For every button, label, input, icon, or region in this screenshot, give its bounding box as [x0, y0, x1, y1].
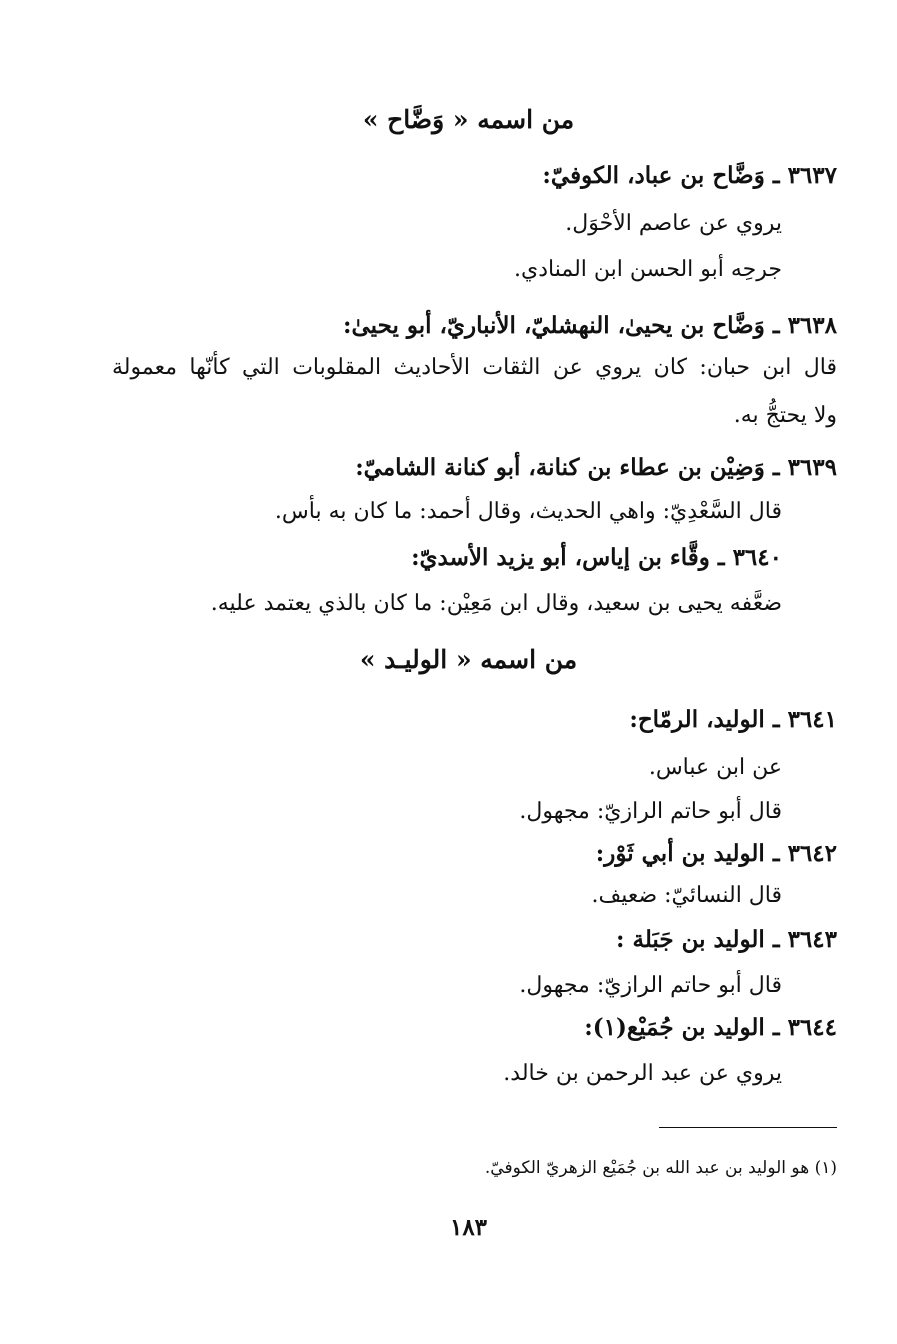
section-heading-walid: من اسمه « الوليـد » — [359, 645, 578, 674]
entry-text-3643-line1: قال أبو حاتم الرازيّ: مجهول. — [519, 973, 782, 998]
entry-title-3642: ٣٦٤٢ ـ الوليد بن أبي ثَوْر: — [595, 840, 837, 867]
entry-text-3638-line1: قال ابن حبان: كان يروي عن الثقات الأحاديث المقلوبات التي كأنّها معمولة — [112, 355, 837, 380]
entry-text-3637-line2: جرحِه أبو الحسن ابن المنادي. — [514, 257, 782, 282]
entry-text-3638-line2: ولا يحتجُّ به. — [733, 403, 837, 428]
entry-text-3642-line1: قال النسائيّ: ضعيف. — [591, 883, 782, 908]
entry-title-3640: ٣٦٤٠ ـ وقَّاء بن إياس، أبو يزيد الأسديّ: — [411, 544, 782, 571]
entry-text-3641-line1: عن ابن عباس. — [648, 755, 782, 780]
entry-text-3640-line1: ضعَّفه يحيى بن سعيد، وقال ابن مَعِيْن: ما كان بالذي يعتمد عليه. — [210, 591, 782, 616]
entry-text-3641-line2: قال أبو حاتم الرازيّ: مجهول. — [519, 799, 782, 824]
entry-title-3637: ٣٦٣٧ ـ وَضَّاح بن عباد، الكوفيّ: — [542, 162, 837, 189]
entry-text-3644-line1: يروي عن عبد الرحمن بن خالد. — [503, 1061, 782, 1086]
entry-title-3641: ٣٦٤١ ـ الوليد، الرمّاح: — [629, 706, 837, 733]
entry-text-3637-line1: يروي عن عاصم الأحْوَل. — [565, 211, 782, 236]
footnote-separator — [659, 1127, 837, 1128]
entry-title-3639: ٣٦٣٩ ـ وَضِيْن بن عطاء بن كنانة، أبو كنانة الشاميّ: — [355, 454, 837, 481]
section-heading-waddah: من اسمه « وَضَّاح » — [362, 105, 575, 134]
page-number: ١٨٣ — [449, 1214, 488, 1241]
entry-title-3644: ٣٦٤٤ ـ الوليد بن جُمَيْع(١): — [584, 1014, 837, 1041]
entry-title-3638: ٣٦٣٨ ـ وَضَّاح بن يحيىٰ، النهشليّ، الأنباريّ، أبو يحيىٰ: — [343, 312, 837, 339]
entry-title-3643: ٣٦٤٣ ـ الوليد بن جَبَلة : — [615, 926, 837, 953]
footnote-1: (١) هو الوليد بن عبد الله بن جُمَيْع الزهريّ الكوفيّ. — [484, 1158, 837, 1178]
entry-text-3639-line1: قال السَّعْدِيّ: واهي الحديث، وقال أحمد: ما كان به بأس. — [274, 499, 782, 524]
